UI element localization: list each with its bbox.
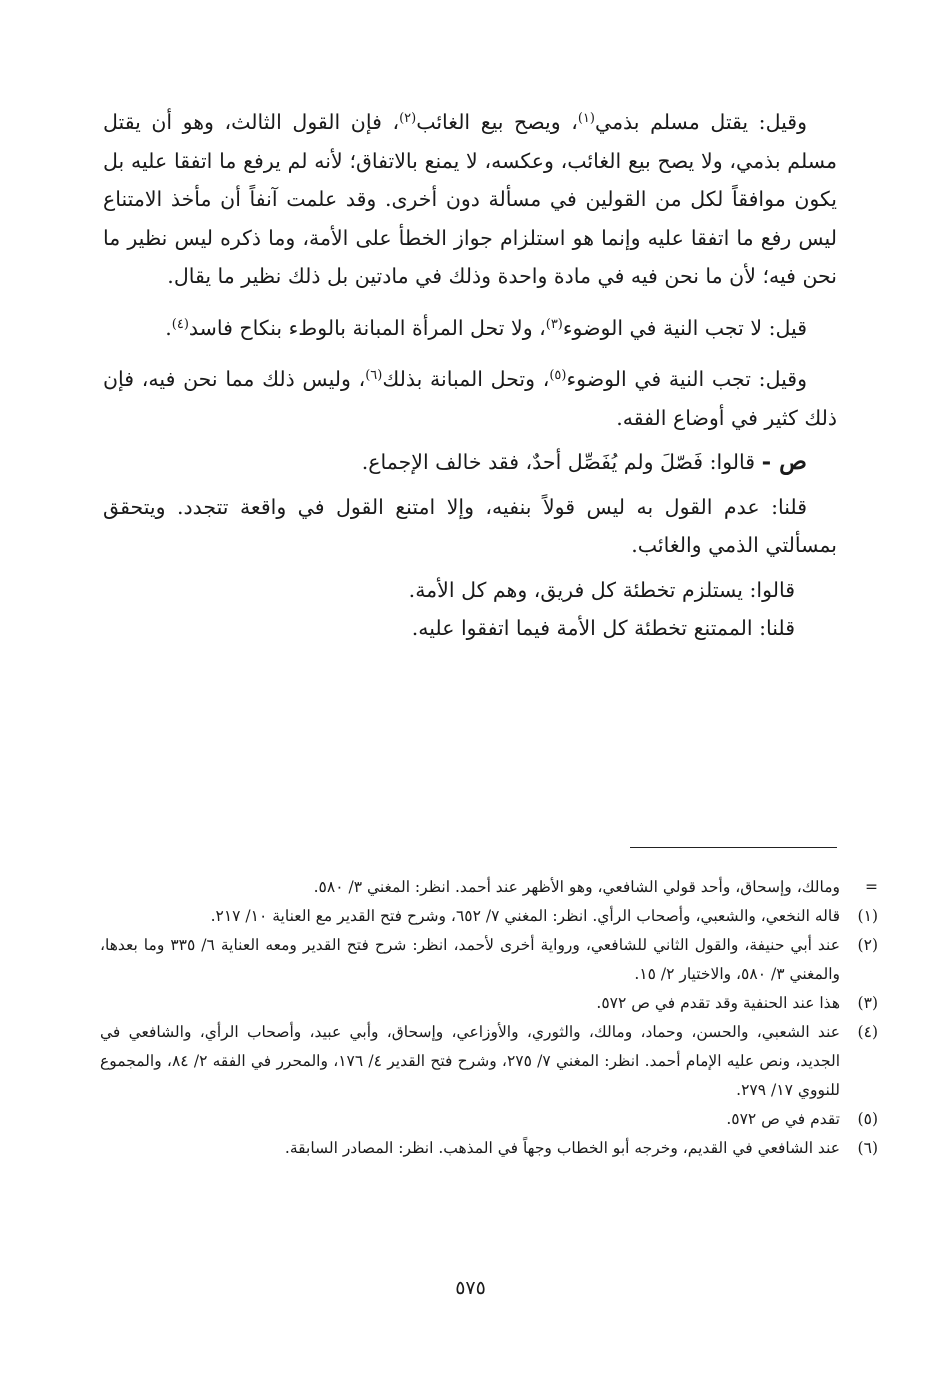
footnote-ref: (٣)	[545, 316, 563, 332]
paragraph-7: قلنا: الممتنع تخطئة كل الأمة فيما اتفقوا عليه.	[411, 616, 795, 640]
footnotes	[100, 873, 878, 1163]
paragraph-6: قالوا: يستلزم تخطئة كل فريق، وهم كل الأمة.	[408, 577, 795, 602]
footnote-item	[100, 902, 878, 931]
text-span: .	[165, 315, 172, 340]
footnote-text: عند الشافعي في القديم، وخرجه أبو الخطاب وجهاً في المذهب. انظر: المصادر السابقة.	[284, 1139, 840, 1157]
text-span: قالوا: فَصّلَ ولم يُفَصِّل أحدٌ، فقد خالف الإجماع.	[361, 450, 762, 474]
footnote-mark: (٦)	[857, 1139, 878, 1157]
text-span: ، فإن القول الثالث، وهو أن يقتل مسلم بذمي، ولا يصح بيع الغائب، وعكسه، لا يمنع بالاتفاق؛ لأنه لم يرفع ما اتفقا عليه بل يكون موافقاً لكل من القولين في مسألة دون أخرى. وقد علمت آنفاً أن مأخذ الامتناع ليس رفع ما اتفقا عليه وإنما هو استلزام جواز الخطأ على الأمة، وما ذكره ليس نظير ما نحن فيه؛ لأن ما نحن فيه في مادة واحدة وذلك في مادتين بل ذلك نظير ما يقال.	[103, 110, 837, 288]
footnote-item	[100, 989, 878, 1018]
footnote-mark: (١)	[857, 907, 878, 925]
paragraph-1	[103, 100, 837, 296]
footnote-ref: (٢)	[399, 111, 417, 126]
paragraph-2	[103, 306, 837, 348]
footnote-text: عند الشعبي، والحسن، وحماد، ومالك، والثوري، والأوزاعي، وإسحاق، وأبي عبيد، وأصحاب الرأي، والشافعي في الجديد، ونص عليه الإمام أحمد. انظر: المغني ٧/ ٢٧٥، وشرح فتح القدير ٤/ ١٧٦، والمحرر في الفقه ٢/ ٨٤، والمجموع للنووي ١٧/ ٢٧٩.	[100, 1023, 840, 1099]
footnote-mark: =	[865, 878, 878, 896]
main-text	[103, 100, 837, 648]
footnote-separator	[630, 847, 837, 848]
text-span: وقيل: تجب النية في الوضوء	[566, 367, 808, 391]
footnote-ref: (٦)	[365, 368, 383, 383]
footnote-ref: (٤)	[171, 316, 189, 332]
text-span: ، وليس ذلك مما نحن فيه، فإن ذلك كثير في أوضاع الفقه.	[103, 367, 837, 430]
footnote-text: هذا عند الحنفية وقد تقدم في ص ٥٧٢.	[596, 994, 840, 1012]
footnote-text: عند أبي حنيفة، والقول الثاني للشافعي، ورواية أخرى لأحمد، انظر: شرح فتح القدير ومعه العناية ٦/ ٣٣٥ وما بعدها، والمغني ٣/ ٥٨٠، والاختيار ٢/ ١٥.	[100, 936, 840, 983]
text-span: قيل: لا تجب النية في الوضوء	[562, 315, 807, 340]
footnote-mark: (٣)	[857, 994, 878, 1012]
footnote-item	[100, 931, 878, 989]
paragraph-5: قلنا: عدم القول به ليس قولاً بنفيه، وإلا امتنع القول في واقعة تتجدد. ويتحقق بمسألتي الذمي والغائب.	[103, 494, 837, 557]
footnote-ref: (٥)	[549, 368, 567, 383]
footnote-text: ومالك، وإسحاق، وأحد قولي الشافعي، وهو الأظهر عند أحمد. انظر: المغني ٣/ ٥٨٠.	[313, 878, 840, 896]
footnote-mark: (٤)	[857, 1023, 878, 1041]
text-span: ، ولا تحل المرأة المبانة بالوطء بنكاح فاسد	[188, 315, 546, 340]
page-number: ٥٧٥	[455, 1277, 486, 1299]
footnote-mark: (٥)	[857, 1110, 878, 1128]
paragraph-4	[103, 443, 837, 482]
text-span: ، وتحل المبانة بذلك	[382, 367, 550, 391]
paragraph-3	[103, 357, 837, 437]
footnote-item	[100, 873, 878, 902]
footnote-ref: (١)	[577, 111, 595, 126]
footnote-mark: (٢)	[857, 936, 878, 954]
text-span: ، ويصح بيع الغائب	[416, 110, 578, 134]
footnote-text: قاله النخعي، والشعبي، وأصحاب الرأي. انظر: المغني ٧/ ٦٥٢، وشرح فتح القدير مع العناية ١٠/ ٢١٧.	[210, 907, 840, 925]
footnote-item	[100, 1134, 878, 1163]
text-span: وقيل: يقتل مسلم بذمي	[594, 110, 807, 134]
section-marker: ص -	[761, 448, 807, 475]
footnote-item	[100, 1105, 878, 1134]
footnote-text: تقدم في ص ٥٧٢.	[726, 1110, 840, 1128]
footnote-item	[100, 1018, 878, 1105]
